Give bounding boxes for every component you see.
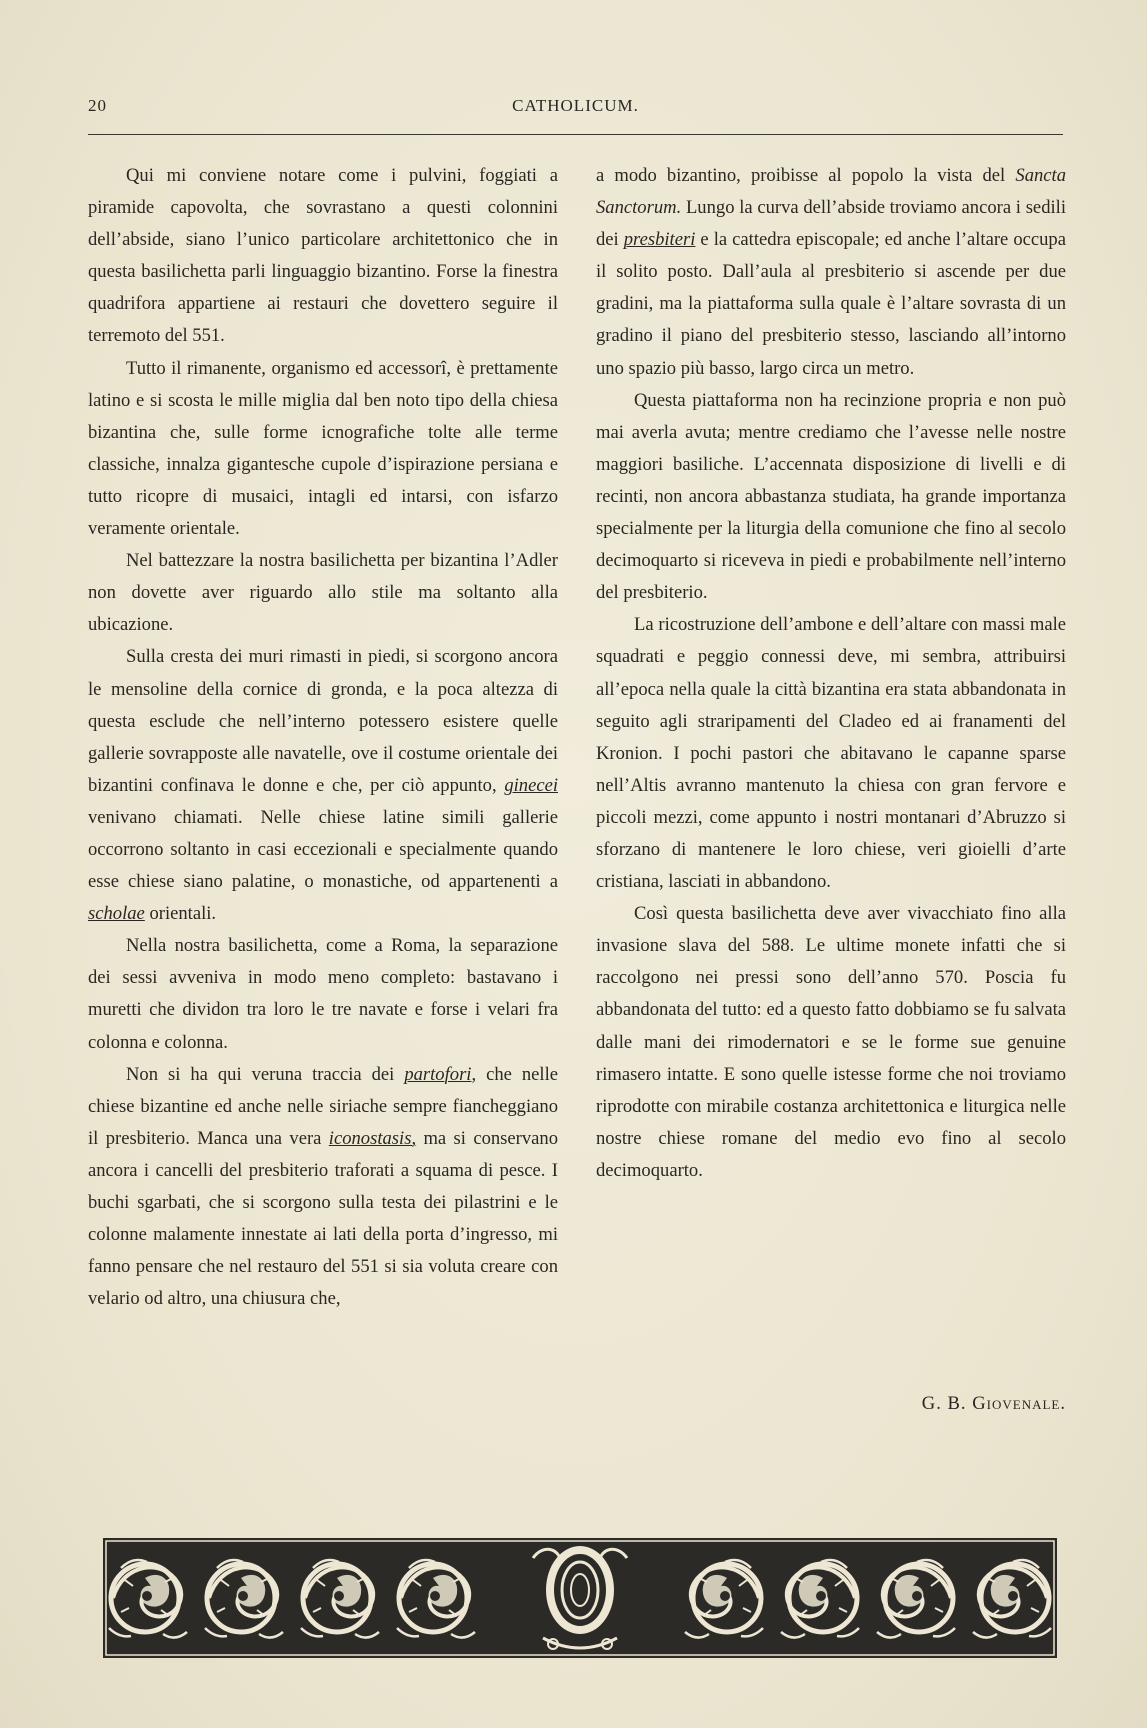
italic-term: scholae xyxy=(88,903,145,925)
text-run: Nella nostra basilichetta, come a Roma, la separazione dei sessi avveniva in modo meno completo: bastavano i muretti che dividon tra loro le tre navate e forse i velari fra colonna e colonna. xyxy=(88,935,558,1053)
text-run: venivano chiamati. Nelle chiese latine simili gallerie occorrono soltanto in casi eccezionali e specialmente quando esse chiese siano palatine, o monastiche, od appartenenti a xyxy=(88,806,558,893)
italic-term: partofori xyxy=(404,1063,472,1085)
page-number: 20 xyxy=(88,96,107,115)
right-column xyxy=(596,160,1066,1187)
text-run: Tutto il rimanente, organismo ed accessorî, è prettamente latino e si scosta le mille miglia dal ben noto tipo della chiesa bizantina che, sulle forme icnografiche tolte alle terme classiche, innalza gigantesche cupole d’ispirazione persiana e tutto ricopre di musaici, intagli ed intarsi, con isfarzo veramente orientale. xyxy=(88,357,558,540)
paragraph xyxy=(596,898,1066,1187)
paragraph xyxy=(596,609,1066,898)
paragraph xyxy=(596,385,1066,610)
author-signature xyxy=(596,1393,1066,1415)
italic-term: presbiteri xyxy=(623,229,696,251)
italic-term: ginecei xyxy=(504,774,558,796)
text-run: Così questa basilichetta deve aver vivacchiato fino alla invasione slava del 588. Le ultime monete infatti che si raccolgono nei pressi sono dell’anno 570. Poscia fu abbandonata del tutto: ed a questo fatto dobbiamo se fu salvata dalle mani dei rimodernatori e se le forme sue genuine rimasero intatte. E sono quelle istesse forme che noi troviamo riprodotte con mirabile costanza architettonica e liturgica nelle nostre chiese romane del medio evo fino al secolo decimoquarto. xyxy=(596,903,1066,1181)
text-run: Qui mi conviene notare come i pulvini, foggiati a piramide capovolta, che sovrastano a questi colonnini dell’abside, siano l’unico particolare architettonico che in questa basilichetta parli linguaggio bizantino. Forse la finestra quadrifora appartiene ai restauri che dovettero seguire il terremoto del 551. xyxy=(88,165,558,347)
author-surname: Giovenale. xyxy=(972,1393,1066,1414)
italic-term: iconostasis, xyxy=(328,1127,417,1149)
text-run: Lungo la curva dell’abside troviamo ancora i sedili dei xyxy=(596,197,1066,251)
author-initials: G. B. xyxy=(921,1393,967,1414)
header-rule xyxy=(88,134,1063,135)
text-run: ma si conservano ancora i cancelli del presbiterio traforati a squama di pesce. I buchi sgarbati, che si scorgono sulla testa dei pilastrini e le colonne malamente innestate ai lati della porta d’ingresso, mi fanno pensare che nel restauro del 551 si sia voluta creare con velario od altro, una chiusura che, xyxy=(88,1127,559,1310)
left-column xyxy=(88,160,558,1315)
floral-scroll-border-icon xyxy=(103,1538,1057,1658)
text-run: Non si ha qui veruna traccia dei xyxy=(126,1063,405,1085)
paragraph xyxy=(88,160,558,353)
italic-term: Sancta Sanctorum. xyxy=(596,165,1066,219)
text-run: e la cattedra episcopale; ed anche l’altare occupa il solito posto. Dall’aula al presbiterio si ascende per due gradini, ma la piattaforma sulla quale è l’altare sovrasta di un gradino il piano del presbiterio stesso, lasciando all’intorno uno spazio più basso, largo circa un metro. xyxy=(596,229,1066,379)
text-run: Questa piattaforma non ha recinzione propria e non può mai averla avuta; mentre crediamo che l’avesse nelle nostre maggiori basiliche. L’accennata disposizione di livelli e di recinti, non ancora abbastanza studiata, ha grande importanza specialmente per la liturgia della comunione che fino al secolo decimoquarto si riceveva in piedi e probabilmente nell’interno del presbiterio. xyxy=(596,389,1066,604)
paragraph-continued xyxy=(596,160,1066,385)
running-title: CATHOLICUM. xyxy=(512,96,639,115)
text-run: Sulla cresta dei muri rimasti in piedi, si scorgono ancora le mensoline della cornice di gronda, e la poca altezza di questa esclude che nell’interno potessero esistere quelle gallerie sovrapposte alle navatelle, ove il costume orientale dei bizantini confinava le donne e che, per ciò appunto, xyxy=(88,646,558,796)
paragraph xyxy=(88,1059,558,1316)
page-header xyxy=(88,96,1063,122)
paragraph xyxy=(88,930,558,1058)
paragraph xyxy=(88,545,558,641)
text-run: , che nelle chiese bizantine ed anche nelle siriache sempre fiancheggiano il presbiterio. Manca una vera xyxy=(88,1063,558,1149)
text-run: orientali. xyxy=(144,903,217,925)
text-run: La ricostruzione dell’ambone e dell’altare con massi male squadrati e peggio connessi deve, mi sembra, attribuirsi all’epoca nella quale la città bizantina era stata abbandonata in seguito agli straripamenti del Cladeo ed ai franamenti del Kronion. I pochi pastori che abitavano le capanne sparse nell’Altis avranno mantenuto la chiesa con gran fervore e piccoli mezzi, come appunto i nostri montanari d’Abruzzo si sforzano di mantenere le loro chiese, veri gioielli d’arte cristiana, lasciati in abbandono. xyxy=(596,614,1066,893)
text-run: a modo bizantino, proibisse al popolo la vista del xyxy=(596,165,1016,186)
paragraph xyxy=(88,641,558,930)
text-run: Nel battezzare la nostra basilichetta per bizantina l’Adler non dovette aver riguardo allo stile ma soltanto alla ubicazione. xyxy=(88,550,558,636)
paragraph xyxy=(88,353,558,546)
